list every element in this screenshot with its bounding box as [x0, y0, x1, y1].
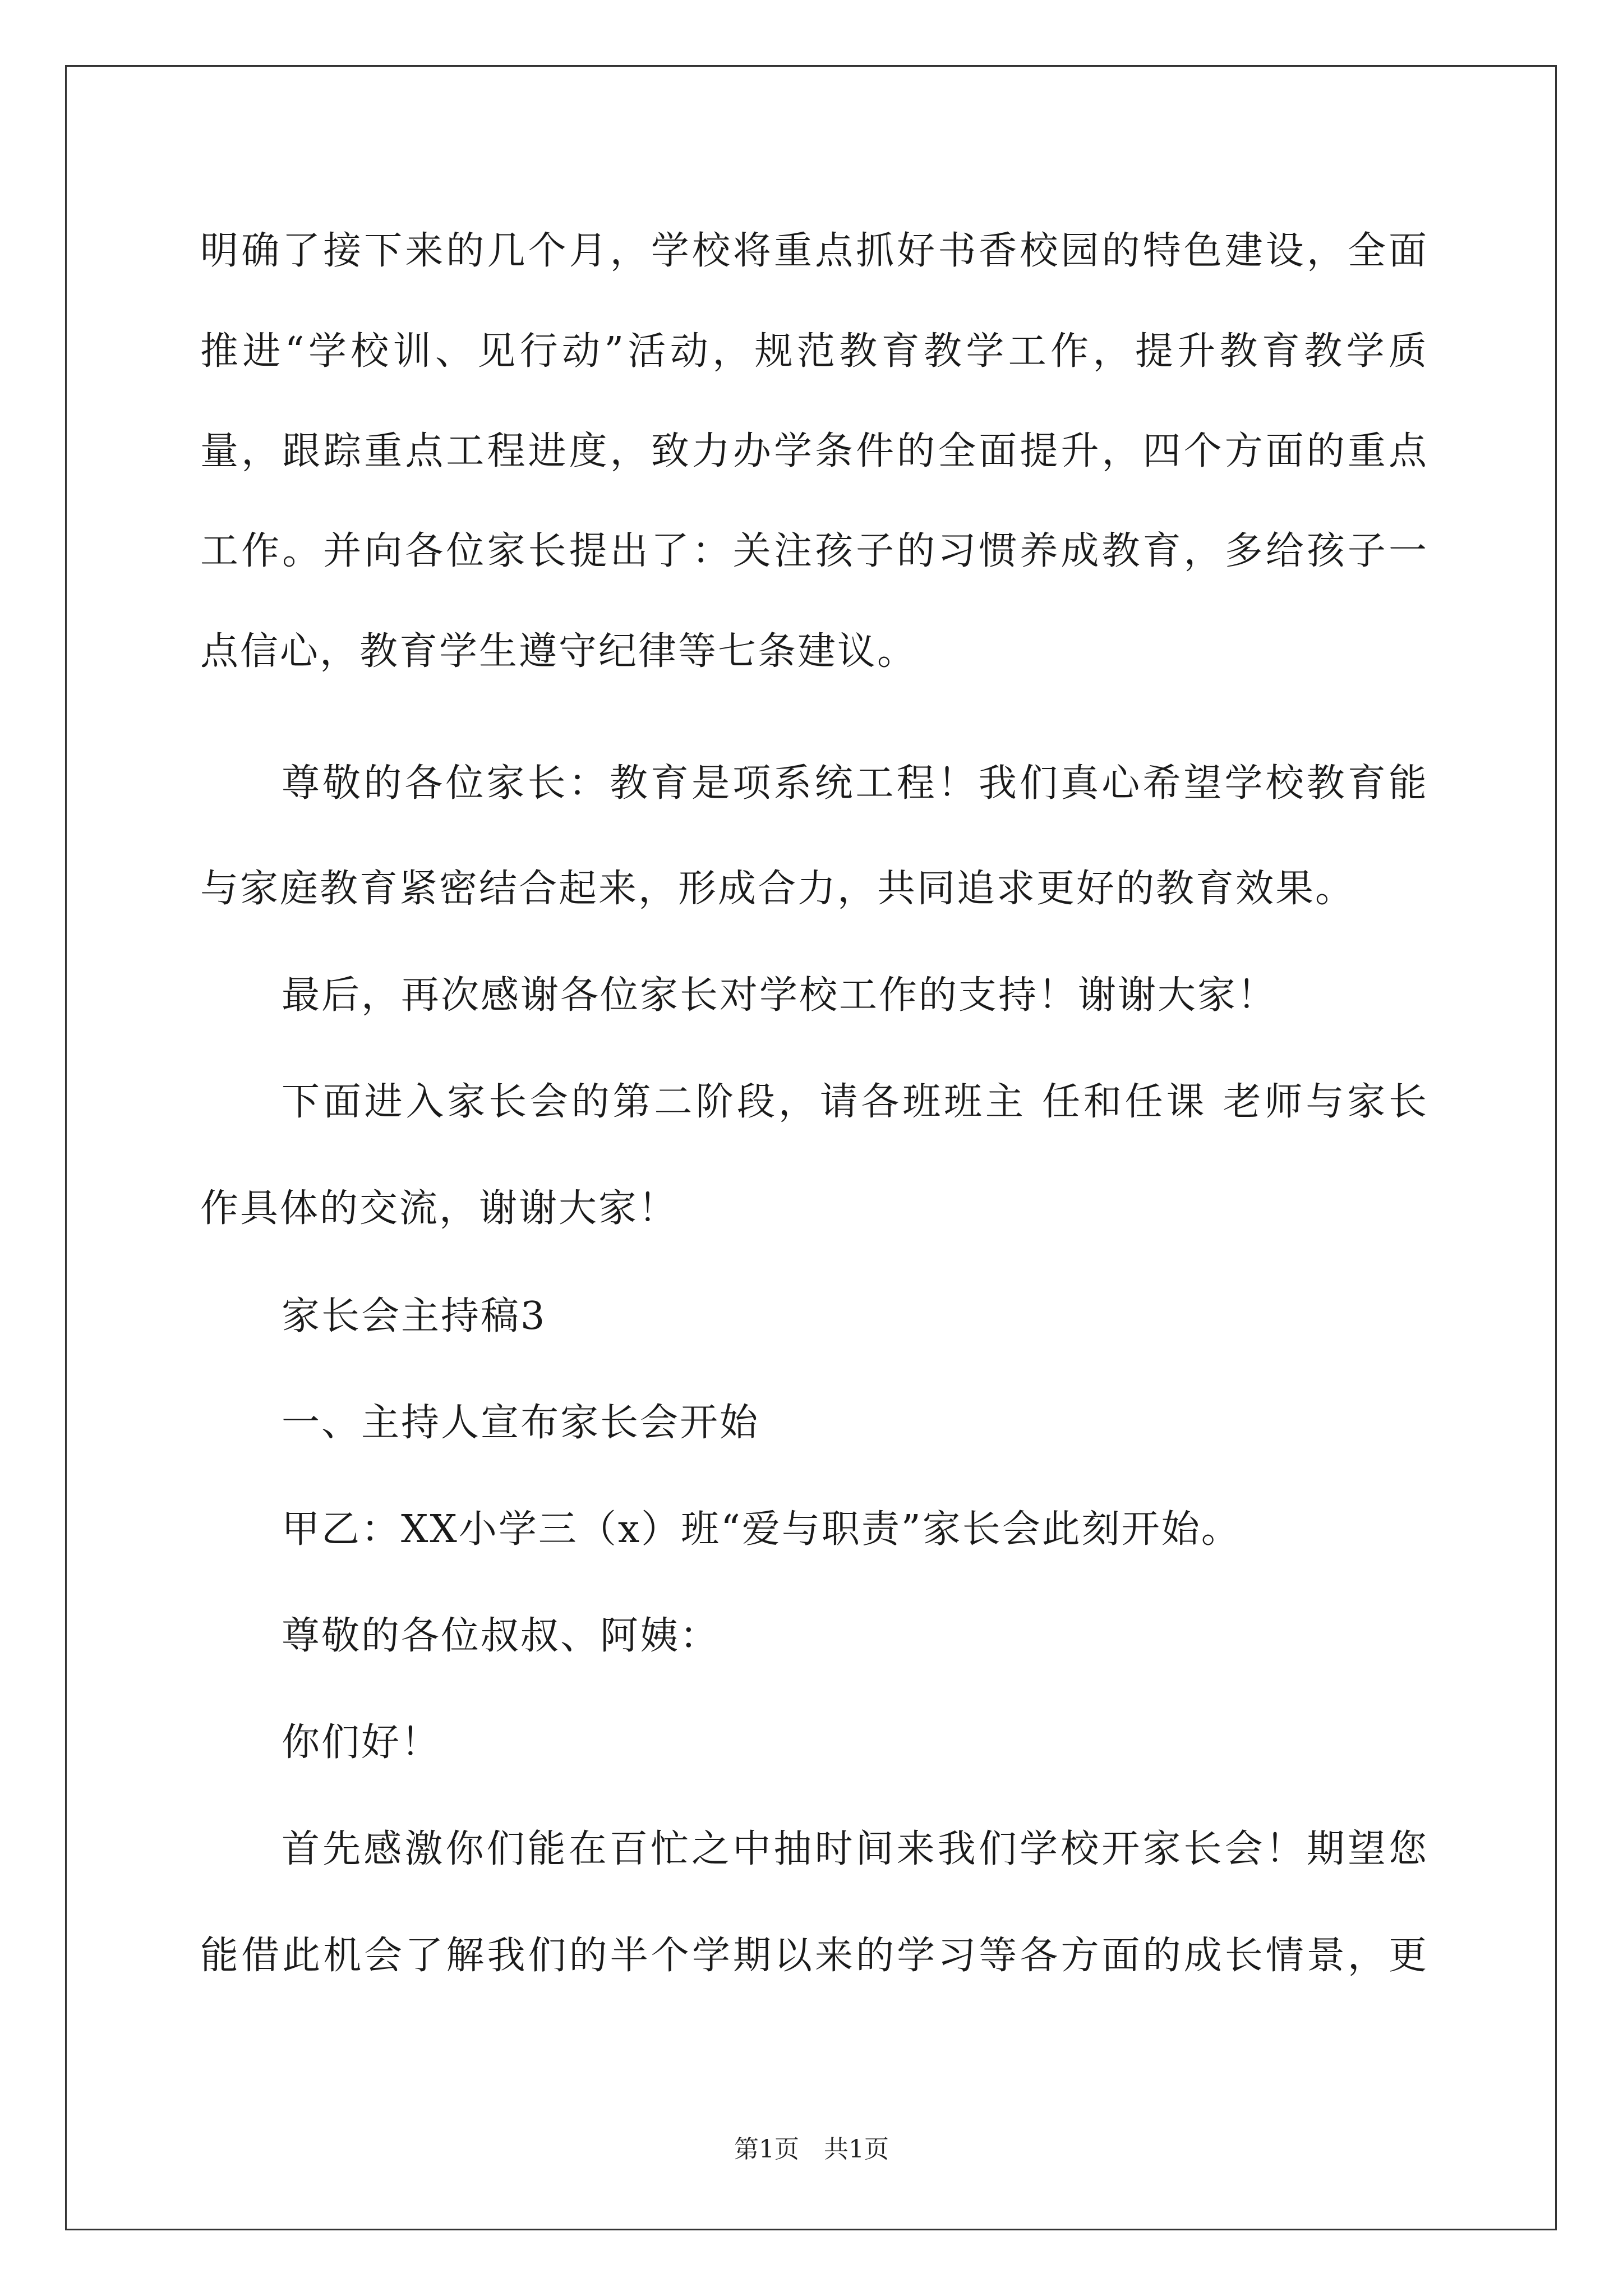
paragraph-first-line: 甲乙：XX小学三（x）班“爱与职责”家长会此刻开始。 — [282, 1507, 1241, 1552]
paragraph-first-line: 尊敬的各位叔叔、阿姨： — [282, 1614, 720, 1658]
page-border — [65, 65, 1557, 2230]
body-text-line: 明确了接下来的几个月，学校将重点抓好书香校园的特色建设，全面 — [200, 229, 1428, 273]
body-text-line: 点信心，教育学生遵守纪律等七条建议。 — [200, 629, 917, 674]
paragraph-first-line: 首先感激你们能在百忙之中抽时间来我们学校开家长会！期望您 — [282, 1827, 1428, 1871]
paragraph-first-line: 你们好！ — [282, 1720, 441, 1765]
paragraph-first-line: 最后，再次感谢各位家长对学校工作的支持！谢谢大家！ — [282, 973, 1278, 1018]
body-text-line: 能借此机会了解我们的半个学期以来的学习等各方面的成长情景，更 — [200, 1934, 1428, 1978]
paragraph-first-line: 下面进入家长会的第二阶段，请各班班主 任和任课 老师与家长 — [282, 1080, 1428, 1124]
body-text-line: 工作。并向各位家长提出了：关注孩子的习惯养成教育，多给孩子一 — [200, 529, 1428, 573]
paragraph-first-line: 尊敬的各位家长：教育是项系统工程！我们真心希望学校教育能 — [282, 761, 1428, 806]
body-text-line: 推进“学校训、见行动”活动，规范教育教学工作，提升教育教学质 — [200, 329, 1428, 374]
page-number: 第1页 共1页 — [734, 2135, 889, 2164]
body-text-line: 作具体的交流，谢谢大家！ — [200, 1186, 679, 1231]
subsection-heading: 一、主持人宣布家长会开始 — [282, 1401, 760, 1445]
body-text-line: 与家庭教育紧密结合起来，形成合力，共同追求更好的教育效果。 — [200, 867, 1355, 911]
section-heading: 家长会主持稿3 — [282, 1294, 547, 1338]
body-text-line: 量，跟踪重点工程进度，致力办学条件的全面提升，四个方面的重点 — [200, 429, 1428, 473]
